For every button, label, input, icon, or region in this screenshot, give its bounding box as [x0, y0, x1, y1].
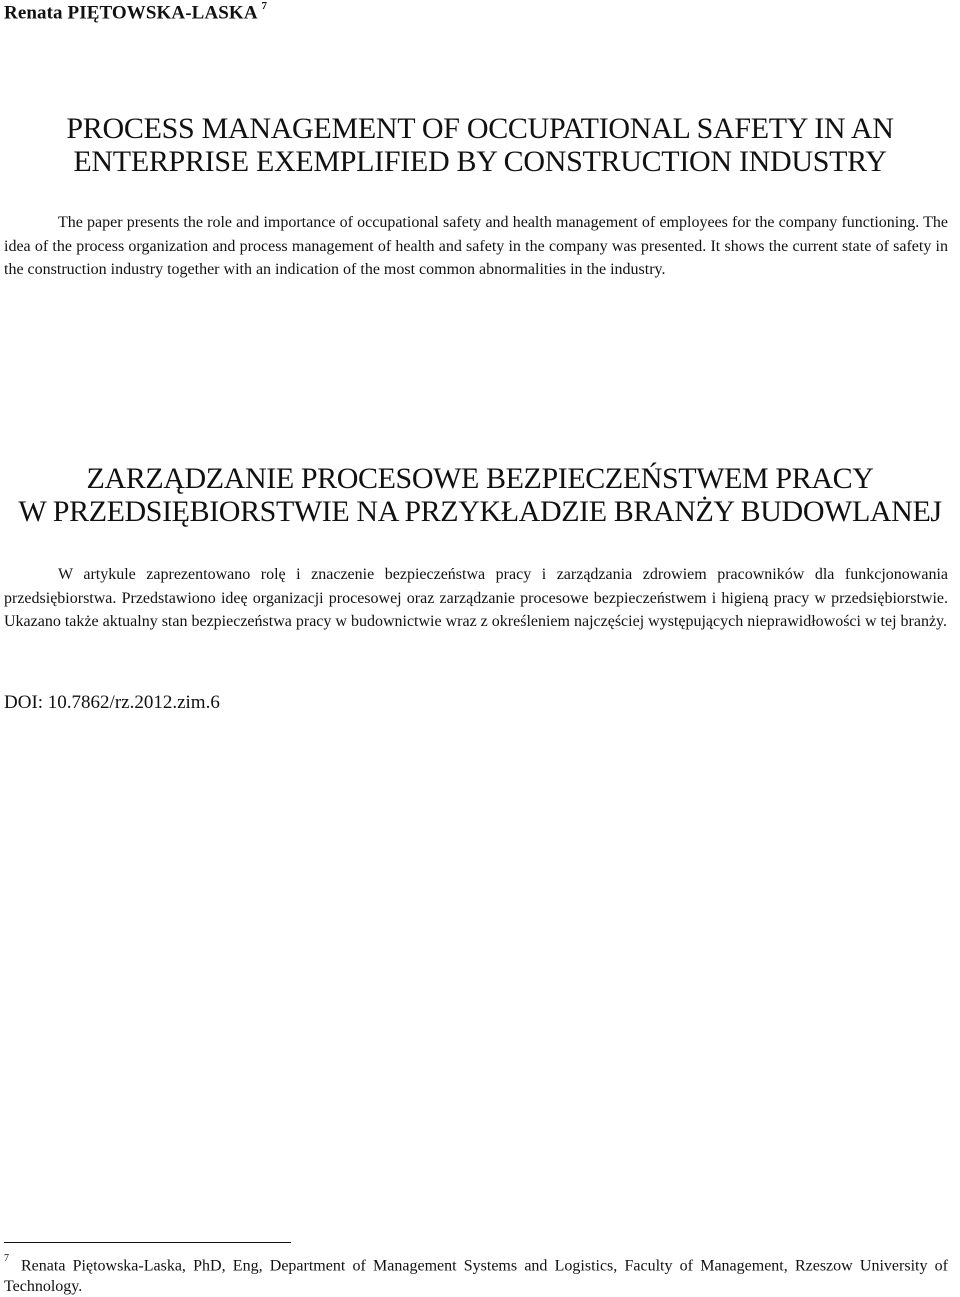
polish-abstract — [4, 563, 948, 634]
footnote-mark: 7 — [4, 1253, 9, 1264]
english-abstract — [4, 211, 948, 282]
polish-title-line-2: W PRZEDSIĘBIORSTWIE NA PRZYKŁADZIE BRANŻY BUDOWLANEJ — [18, 495, 942, 528]
polish-title — [0, 462, 960, 528]
author-name — [4, 2, 267, 24]
english-title — [0, 112, 960, 178]
footnote-divider — [4, 1242, 291, 1243]
polish-abstract-text: W artykule zaprezentowano rolę i znaczenie bezpieczeństwa pracy i zarządzania zdrowiem pracowników dla funkcjonowania przedsiębiorstwa. Przedstawiono ideę organizacji procesowej oraz zarządzanie procesowe bezpieczeństwem i higieną pracy w przedsiębiorstwie. Ukazano także aktualny stan bezpieczeństwa pracy w budownictwie wraz z określeniem najczęściej występujących nieprawidłowości w tej branży. — [4, 566, 948, 630]
footnote — [4, 1251, 948, 1297]
footnote-text: Renata Piętowska-Laska, PhD, Eng, Department of Management Systems and Logistics, Faculty of Management, Rzeszow University of Technology. — [4, 1257, 948, 1296]
author-footnote-mark: 7 — [261, 0, 268, 12]
english-abstract-text: The paper presents the role and importance of occupational safety and health management of employees for the company functioning. The idea of the process organization and process management of health and safety in the company was presented. It shows the current state of safety in the construction industry together with an indication of the most common abnormalities in the industry. — [4, 214, 948, 278]
english-title-line-1: PROCESS MANAGEMENT OF OCCUPATIONAL SAFETY IN AN — [66, 112, 894, 145]
author-name-text: Renata PIĘTOWSKA-LASKA — [4, 2, 257, 24]
english-title-line-2: ENTERPRISE EXEMPLIFIED BY CONSTRUCTION INDUSTRY — [73, 145, 887, 178]
doi-identifier: DOI: 10.7862/rz.2012.zim.6 — [4, 692, 220, 713]
polish-title-line-1: ZARZĄDZANIE PROCESOWE BEZPIECZEŃSTWEM PRACY — [86, 462, 874, 495]
